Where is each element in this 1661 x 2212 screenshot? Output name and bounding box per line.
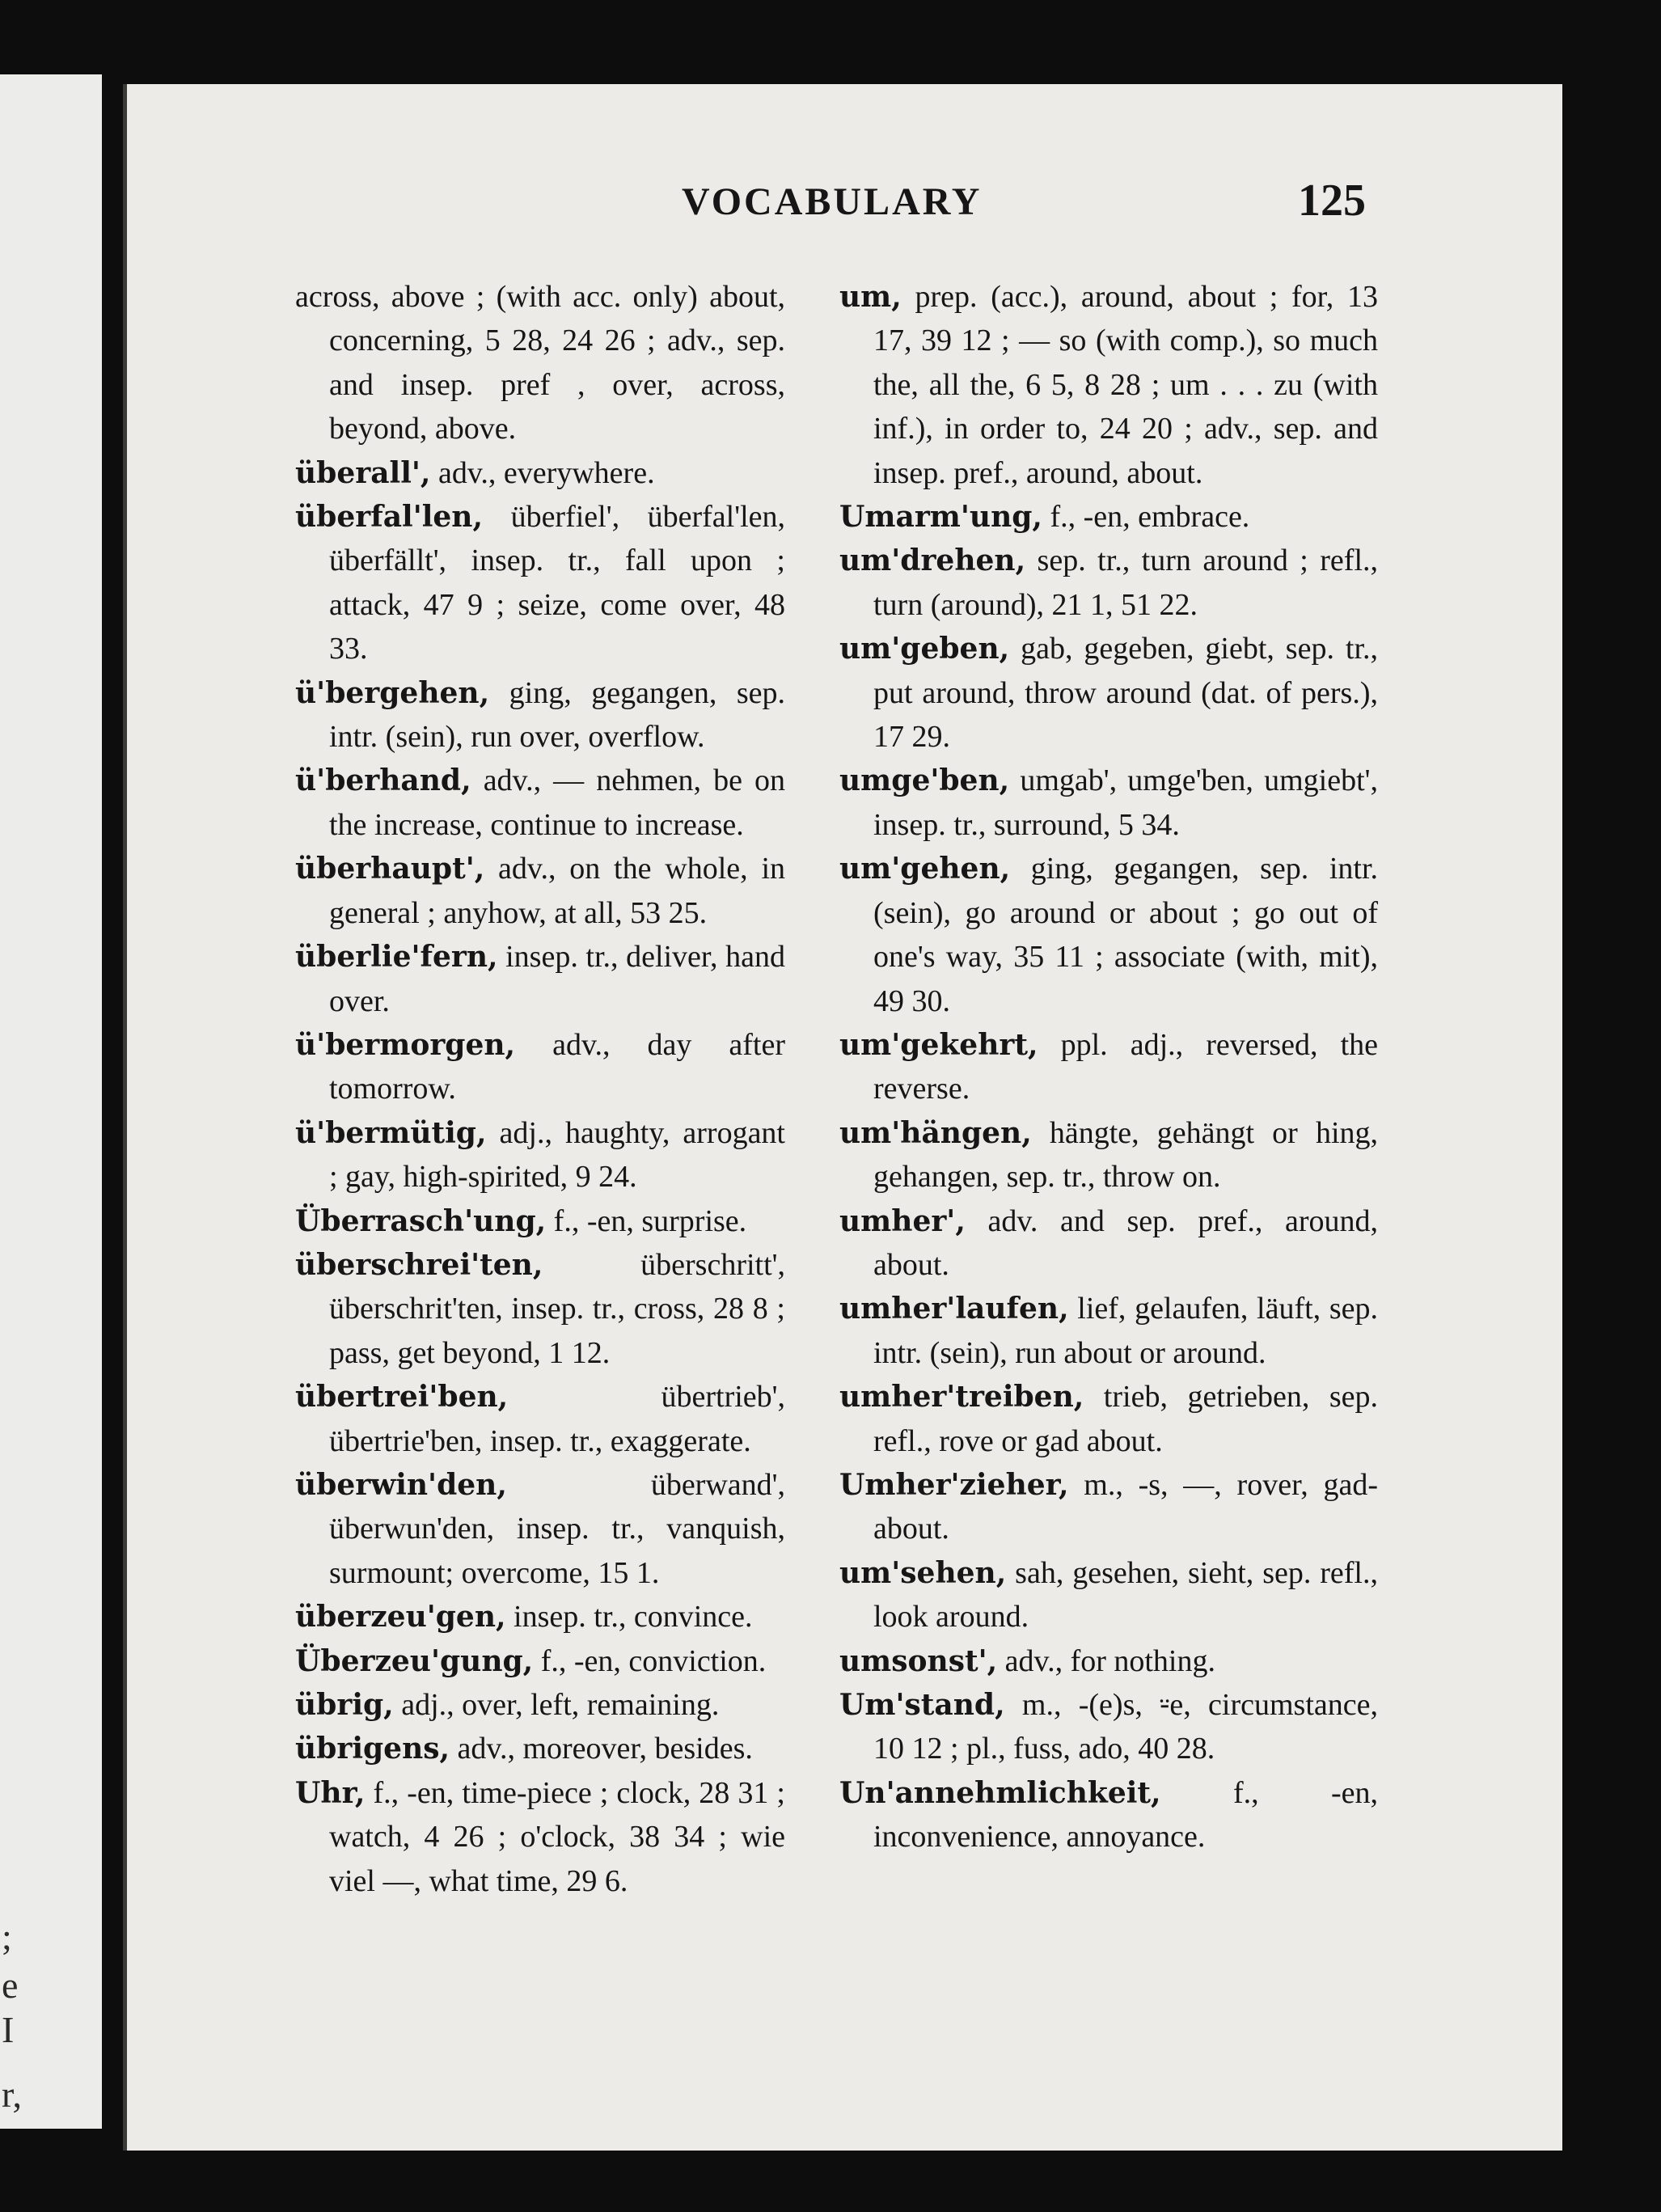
- headword: übrig,: [295, 1688, 394, 1722]
- vocab-entry: [839, 1639, 1378, 1683]
- vocab-entry: [295, 935, 785, 1023]
- headword: übertrei'ben,: [295, 1380, 509, 1415]
- headword: überlie'fern,: [295, 940, 498, 975]
- definition: ging, gegangen, sep. intr. (sein), run over, overflow.: [329, 675, 785, 755]
- definition: adv., day after tomorrow.: [329, 1027, 785, 1106]
- definition: adj., haughty, arrogant ; gay, high-spirited, 9 24.: [329, 1115, 785, 1195]
- headword: Umarm'ung,: [839, 500, 1042, 535]
- edge-char: I: [2, 2009, 15, 2050]
- page-number: 125: [1298, 176, 1366, 226]
- headword: Umher'zieher,: [839, 1467, 1069, 1502]
- definition: f., -en, inconvenience, annoyance.: [873, 1775, 1378, 1855]
- definition: adv., moreover, besides.: [450, 1732, 753, 1766]
- vocab-entry: [839, 1111, 1378, 1199]
- definition: prep. (acc.), around, about ; for, 13 17, 39 12 ; — so (with comp.), so much the, all the, 6 5, 8 28 ; um . . . zu (with inf.), in order to, 24 20 ; adv., sep. and insep. pref., around, about.: [873, 280, 1378, 490]
- definition: ging, gegangen, sep. intr. (sein), go around or about ; go out of one's way, 35 11 ; associate (with, mit), 49 30.: [873, 852, 1378, 1018]
- headword: Überrasch'ung,: [295, 1203, 547, 1238]
- vocab-entry: [295, 847, 785, 935]
- headword: um'geben,: [839, 632, 1010, 666]
- definition: umgab', umge'ben, umgiebt', insep. tr., surround, 5 34.: [873, 763, 1378, 842]
- vocab-entry: [295, 1771, 785, 1903]
- vocab-entry: [295, 1463, 785, 1595]
- headword: übrigens,: [295, 1732, 450, 1766]
- definition: adv., on the whole, in general ; anyhow, at all, 53 25.: [329, 852, 785, 930]
- vocab-entry: [839, 1287, 1378, 1375]
- definition: sah, gesehen, sieht, sep. refl., look around.: [873, 1555, 1378, 1635]
- vocab-entry: [295, 1595, 785, 1639]
- vocab-entry: [295, 451, 785, 495]
- vocab-entry: [839, 495, 1378, 539]
- definition: adv., everywhere.: [430, 455, 655, 490]
- headword: ü'berhand,: [295, 763, 471, 798]
- left-column: [295, 275, 785, 1903]
- headword: überhaupt',: [295, 852, 485, 886]
- definition: überschritt', überschrit'ten, insep. tr., cross, 28 8 ; pass, get beyond, 1 12.: [329, 1247, 785, 1370]
- headword: umher'treiben,: [839, 1380, 1084, 1415]
- definition: f., -en, time-piece ; clock, 28 31 ; watch, 4 26 ; o'clock, 38 34 ; wie viel —, what time, 29 6.: [329, 1775, 785, 1898]
- definition: hängte, gehängt or hing, gehangen, sep. tr., throw on.: [873, 1115, 1378, 1195]
- headword: Uhr,: [295, 1775, 366, 1810]
- vocab-entry: [839, 1463, 1378, 1551]
- headword: ü'bermütig,: [295, 1115, 487, 1150]
- headword: überall',: [295, 455, 431, 490]
- running-head: VOCABULARY: [682, 180, 983, 223]
- definition: übertrieb', übertrie'ben, insep. tr., exaggerate.: [329, 1380, 785, 1458]
- headword: um'gekehrt,: [839, 1027, 1038, 1062]
- definition: ppl. adj., reversed, the reverse.: [873, 1027, 1378, 1106]
- vocab-entry: [295, 275, 785, 451]
- definition: lief, gelaufen, läuft, sep. intr. (sein), run about or around.: [873, 1292, 1378, 1370]
- vocab-entry: [295, 1727, 785, 1770]
- headword: um'drehen,: [839, 543, 1026, 578]
- vocab-entry: [295, 1199, 785, 1243]
- headword: um'hängen,: [839, 1115, 1032, 1150]
- headword: überfal'len,: [295, 500, 484, 535]
- vocab-entry: [295, 759, 785, 847]
- definition: insep. tr., convince.: [505, 1600, 753, 1635]
- definition: adv., — nehmen, be on the increase, continue to increase.: [329, 763, 785, 842]
- headword: umsonst',: [839, 1643, 998, 1678]
- vocab-entry: [295, 1243, 785, 1375]
- vocab-entry: [839, 1199, 1378, 1288]
- headword: überwin'den,: [295, 1467, 507, 1502]
- definition: f., -en, embrace.: [1042, 500, 1250, 535]
- adjacent-page-edge: [0, 74, 102, 2129]
- vocab-entry: [839, 539, 1378, 627]
- vocab-entry: [839, 1551, 1378, 1639]
- vocab-entry: [839, 1771, 1378, 1859]
- vocab-entry: [839, 1375, 1378, 1463]
- definition: m., -s, —, rover, gad-about.: [873, 1467, 1378, 1546]
- edge-char: e: [2, 1965, 19, 2006]
- vocab-entry: [295, 1683, 785, 1727]
- headword: umge'ben,: [839, 763, 1010, 798]
- vocab-entry: [839, 759, 1378, 847]
- headword: um,: [839, 280, 902, 314]
- definition: adv. and sep. pref., around, about.: [873, 1203, 1378, 1282]
- definition: adj., over, left, remaining.: [393, 1688, 720, 1722]
- edge-char: r,: [2, 2074, 22, 2115]
- definition: adv., for nothing.: [997, 1643, 1215, 1678]
- vocab-entry: [295, 1023, 785, 1111]
- headword: ü'bermorgen,: [295, 1027, 516, 1062]
- definition: f., -en, conviction.: [533, 1643, 767, 1678]
- vocab-entry: [839, 275, 1378, 495]
- vocab-entry: [295, 495, 785, 671]
- headword: überschrei'ten,: [295, 1247, 543, 1282]
- edge-char: ;: [2, 1916, 12, 1957]
- vocab-entry: [295, 1111, 785, 1199]
- definition: f., -en, surprise.: [546, 1203, 747, 1238]
- headword: überzeu'gen,: [295, 1600, 506, 1635]
- headword: um'gehen,: [839, 852, 1011, 886]
- right-column: [839, 275, 1378, 1859]
- headword: ü'bergehen,: [295, 675, 490, 710]
- vocab-entry: [295, 1375, 785, 1463]
- vocab-entry: [295, 671, 785, 759]
- vocab-entry: [839, 1683, 1378, 1771]
- vocab-entry: [839, 627, 1378, 759]
- headword: umher'laufen,: [839, 1292, 1069, 1326]
- headword: um'sehen,: [839, 1555, 1007, 1590]
- definition: gab, gegeben, giebt, sep. tr., put around, throw around (dat. of pers.), 17 29.: [873, 632, 1378, 755]
- definition: trieb, getrieben, sep. refl., rove or gad about.: [873, 1380, 1378, 1458]
- headword: Überzeu'gung,: [295, 1643, 534, 1678]
- definition: m., -(e)s, ⸚e, circumstance, 10 12 ; pl., fuss, ado, 40 28.: [873, 1688, 1378, 1766]
- definition: sep. tr., turn around ; refl., turn (around), 21 1, 51 22.: [873, 543, 1378, 622]
- definition: überfiel', überfal'len, überfällt', insep. tr., fall upon ; attack, 47 9 ; seize, come over, 48 33.: [329, 500, 785, 666]
- book-page: [123, 84, 1562, 2151]
- vocab-entry: [839, 1023, 1378, 1111]
- vocab-entry: [295, 1639, 785, 1683]
- vocab-entry: [839, 847, 1378, 1023]
- definition: überwand', überwun'den, insep. tr., vanquish, surmount; overcome, 15 1.: [329, 1467, 785, 1590]
- definition: across, above ; (with acc. only) about, concerning, 5 28, 24 26 ; adv., sep. and insep. pref , over, across, beyond, above.: [295, 280, 785, 446]
- headword: Un'annehmlichkeit,: [839, 1775, 1161, 1810]
- headword: umher',: [839, 1203, 966, 1238]
- headword: Um'stand,: [839, 1688, 1005, 1722]
- definition: insep. tr., deliver, hand over.: [329, 940, 785, 1018]
